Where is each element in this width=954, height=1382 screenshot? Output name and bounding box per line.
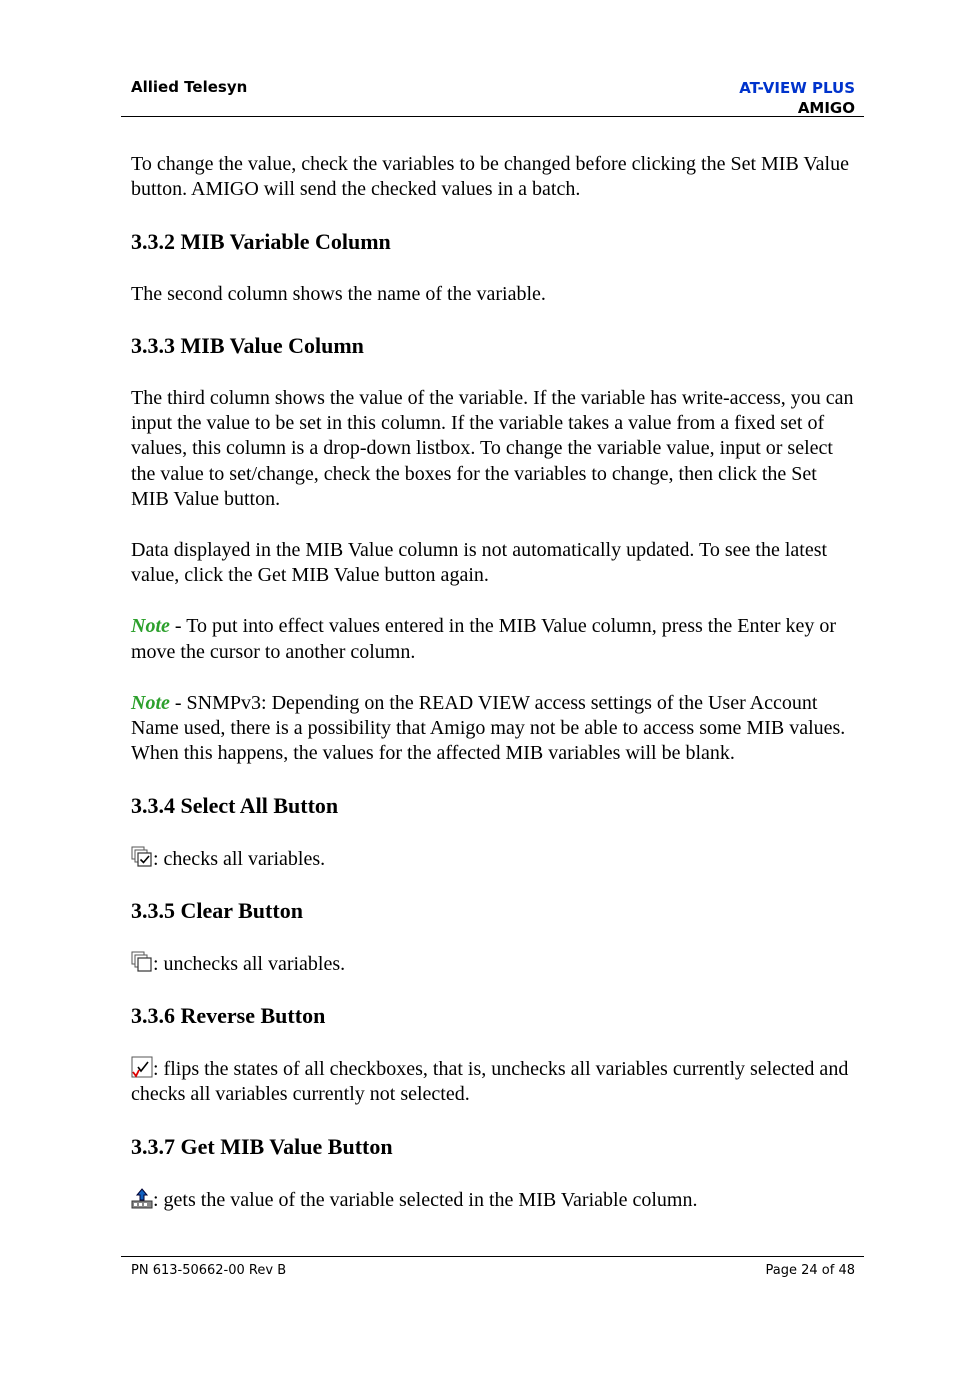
select-all-desc: : checks all variables.	[153, 847, 326, 870]
header-product: AT-VIEW PLUS	[739, 79, 855, 97]
mib-variable-column-text: The second column shows the name of the variable.	[131, 282, 546, 305]
heading-clear-button: 3.3.5 Clear Button	[131, 897, 303, 923]
clear-desc: : unchecks all variables.	[153, 952, 346, 975]
reverse-text	[131, 1056, 859, 1108]
get-mib-value-icon	[131, 1187, 153, 1209]
heading-get-mib-value-button: 3.3.7 Get MIB Value Button	[131, 1133, 393, 1159]
note-1-text: - To put into effect values entered in the MIB Value column, press the Enter key or move the cursor to another column.	[131, 615, 837, 663]
reverse-desc: : flips the states of all checkboxes, that is, unchecks all variables currently selected and checks all variables currently not selected.	[131, 1058, 849, 1106]
select-all-icon	[131, 846, 153, 868]
get-mib-value-text	[131, 1187, 859, 1213]
note-2	[131, 691, 859, 767]
mib-value-column-text-2: Data displayed in the MIB Value column is not automatically updated. To see the latest value, click the Get MIB Value button again.	[131, 539, 828, 587]
note-label: Note	[131, 691, 170, 714]
header-module: AMIGO	[797, 99, 855, 117]
mib-value-column-text-1: The third column shows the value of the variable. If the variable has write-access, you can input the value to be set in this column. If the variable takes a value from a fixed set of values, this column is a drop-down listbox. To change the variable value, input or select the value to set/change, check the boxes for the variables to change, then click the Set MIB Value button.	[131, 386, 854, 511]
get-mib-value-desc: : gets the value of the variable selected in the MIB Variable column.	[153, 1188, 698, 1211]
footer-part-number: PN 613-50662-00 Rev B	[131, 1263, 287, 1278]
heading-mib-value-column: 3.3.3 MIB Value Column	[131, 332, 364, 358]
footer-page-number: Page 24 of 48	[765, 1263, 855, 1278]
note-2-text: - SNMPv3: Depending on the READ VIEW access settings of the User Account Name used, there is a possibility that Amigo may not be able to access some MIB values. When this happens, the values for the affected MIB variables will be blank.	[131, 691, 846, 765]
header-rule	[121, 116, 864, 117]
header-product-block	[739, 78, 855, 118]
clear-text	[131, 951, 859, 977]
header-company: Allied Telesyn	[131, 78, 248, 96]
heading-mib-variable-column: 3.3.2 MIB Variable Column	[131, 228, 391, 254]
select-all-text	[131, 846, 859, 872]
note-1	[131, 614, 859, 665]
intro-paragraph: To change the value, check the variables to be changed before clicking the Set MIB Value button. AMIGO will send the checked values in a batch.	[131, 153, 849, 201]
footer-rule	[121, 1256, 864, 1257]
note-label: Note	[131, 615, 170, 638]
heading-select-all-button: 3.3.4 Select All Button	[131, 792, 339, 818]
page-content	[131, 152, 859, 1213]
heading-reverse-button: 3.3.6 Reverse Button	[131, 1003, 326, 1029]
reverse-icon	[131, 1056, 153, 1078]
clear-icon	[131, 951, 153, 973]
